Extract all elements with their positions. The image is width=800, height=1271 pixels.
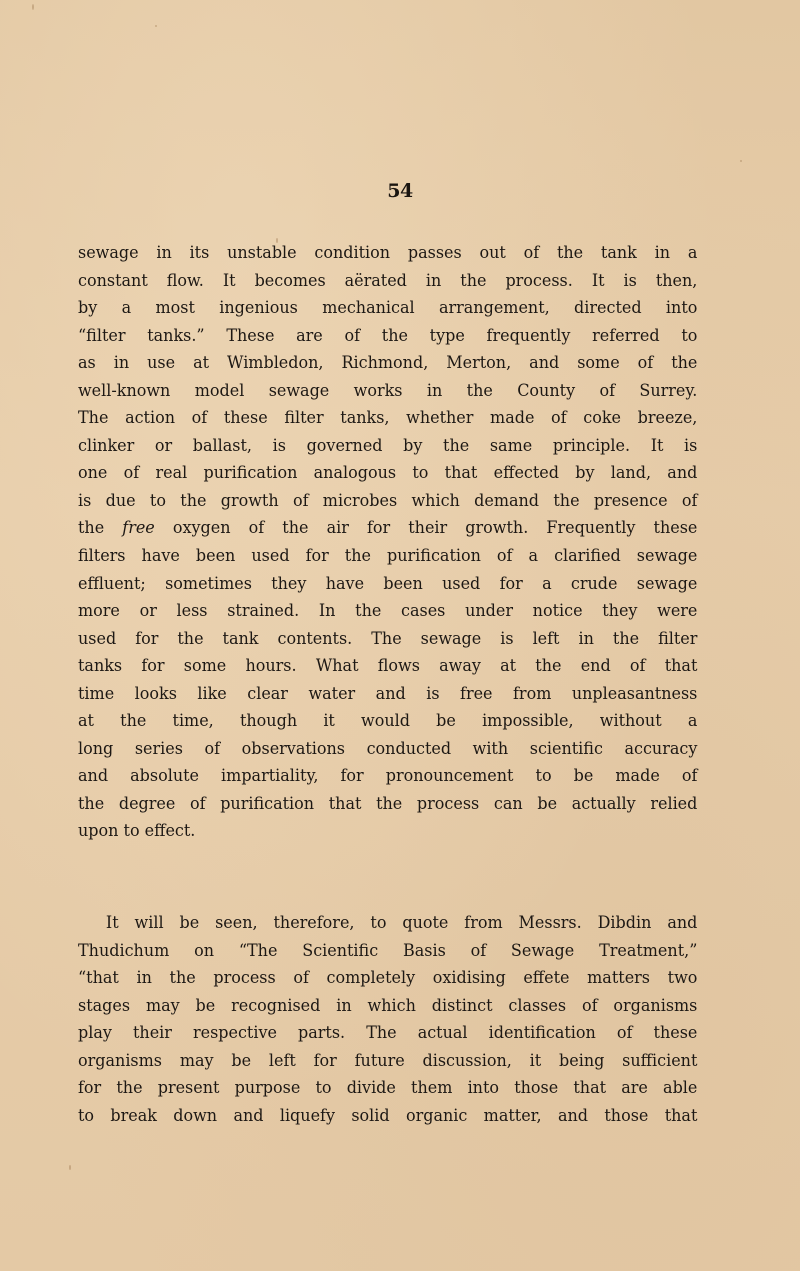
text-run: oxygen of the air for their growth. Frequently these — [154, 518, 698, 539]
text-line: “that in the process of completely oxidising effete matters two — [78, 968, 698, 989]
text-line: stages may be recognised in which distinct classes of organisms — [78, 995, 698, 1016]
text-line: well-known model sewage works in the County of Surrey. — [78, 380, 698, 401]
text-line: at the time, though it would be impossible, without a — [78, 711, 698, 732]
page-number: 54 — [387, 180, 413, 202]
text-line: organisms may be left for future discussion, it being sufficient — [78, 1050, 698, 1071]
text-line: The action of these filter tanks, whether made of coke breeze, — [78, 408, 698, 429]
text-line: time looks like clear water and is free from unpleasantness — [78, 683, 698, 704]
text-line: long series of observations conducted with scientific accuracy — [78, 738, 698, 759]
text-run: the — [78, 518, 123, 539]
paper-speck — [155, 25, 157, 27]
paper-speck — [32, 4, 34, 10]
paragraph-2 — [78, 910, 697, 1130]
text-line: is due to the growth of microbes which demand the presence of — [78, 490, 698, 511]
text-line: used for the tank contents. The sewage is left in the filter — [78, 628, 698, 649]
text-line: It will be seen, therefore, to quote from Messrs. Dibdin and — [105, 913, 698, 933]
text-line: as in use at Wimbledon, Richmond, Merton, and some of the — [78, 353, 698, 374]
text-line: play their respective parts. The actual identification of these — [78, 1023, 698, 1044]
paper-speck — [740, 160, 742, 162]
text-line: constant flow. It becomes aërated in the process. It is then, — [78, 270, 698, 291]
text-line: one of real purification analogous to that effected by land, and — [78, 463, 698, 484]
text-line: more or less strained. In the cases under notice they were — [78, 601, 698, 622]
text-line: for the present purpose to divide them into those that are able — [78, 1078, 698, 1099]
text-line: filters have been used for the purification of a clarified sewage — [78, 546, 698, 567]
text-line: Thudichum on “The Scientific Basis of Sewage Treatment,” — [78, 940, 698, 961]
paper-speck — [276, 238, 278, 243]
text-line: “filter tanks.” These are of the type frequently referred to — [78, 325, 698, 346]
text-line: and absolute impartiality, for pronouncement to be made of — [78, 766, 698, 787]
text-line: to break down and liquefy solid organic matter, and those that — [78, 1105, 698, 1126]
text-line: tanks for some hours. What flows away at the end of that — [78, 656, 698, 677]
text-line: upon to effect. — [78, 821, 196, 842]
text-line: the degree of purification that the process can be actually relied — [78, 793, 698, 814]
paper-speck — [69, 1165, 71, 1170]
text-line: sewage in its unstable condition passes out of the tank in a — [78, 243, 698, 263]
text-line: effluent; sometimes they have been used for a crude sewage — [78, 573, 698, 594]
text-line: by a most ingenious mechanical arrangement, directed into — [78, 298, 698, 319]
text-line-with-italic — [78, 515, 697, 543]
text-line: clinker or ballast, is governed by the same principle. It is — [78, 435, 698, 456]
italic-emphasis: free — [122, 518, 155, 539]
paragraph-1 — [78, 240, 697, 846]
